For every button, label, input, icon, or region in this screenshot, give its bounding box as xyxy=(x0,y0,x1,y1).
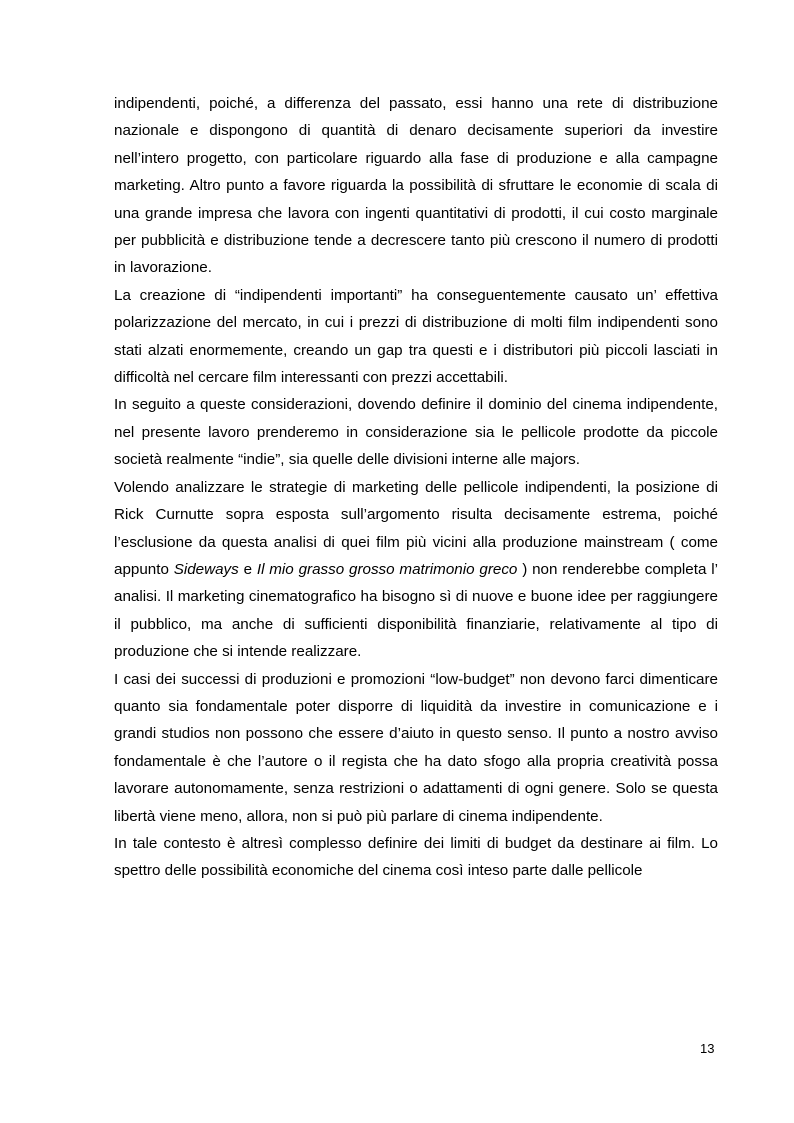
paragraph-text: ) non renderebbe completa l’ analisi. Il marketing cinematografico ha bisogno sì di nuove e buone idee per raggiungere il pubblico, ma anche di sufficienti disponibilità finanziarie, relativamente al tipo di produzione che si intende realizzare. xyxy=(114,560,718,661)
page-number: 13 xyxy=(700,1041,715,1056)
paragraph xyxy=(114,666,718,830)
paragraph-text: Volendo analizzare le strategie di marketing delle pellicole indipendenti, la posizione di Rick Curnutte sopra esposta sull’argomento risulta decisamente estrema, poiché l’esclusione da questa analisi di quei film più vicini alla produzione mainstream ( come appunto xyxy=(114,478,718,578)
paragraph-text: In tale contesto è altresì complesso definire dei limiti di budget da destinare ai film. Lo spettro delle possibilità economiche del cinema così inteso parte dalle pellicole xyxy=(114,834,718,880)
paragraph xyxy=(114,474,718,666)
paragraph xyxy=(114,90,718,282)
paragraph-text: I casi dei successi di produzioni e promozioni “low-budget” non devono farci dimenticare quanto sia fondamentale poter disporre di liquidità da investire in comunicazione e i grandi studios non possono che essere d’aiuto in questo senso. Il punto a nostro avviso fondamentale è che l’autore o il regista che ha dato sfogo alla propria creatività possa lavorare autonomamente, senza restrizioni o adattamenti di ogni genere. Solo se questa libertà viene meno, allora, non si può più parlare di cinema indipendente. xyxy=(114,670,718,825)
paragraph-text: In seguito a queste considerazioni, dovendo definire il dominio del cinema indipendente, nel presente lavoro prenderemo in considerazione sia le pellicole prodotte da piccole società realmente “indie”, sia quelle delle divisioni interne alle majors. xyxy=(114,396,718,469)
italic-title-text: Il mio grasso grosso matrimonio greco xyxy=(256,560,518,578)
paragraph-text: e xyxy=(238,560,257,578)
paragraph xyxy=(114,282,718,392)
italic-title-text: Sideways xyxy=(173,560,239,578)
paragraph xyxy=(114,830,718,885)
body-text xyxy=(114,90,718,885)
paragraph-text: La creazione di “indipendenti importanti” ha conseguentemente causato un’ effettiva polarizzazione del mercato, in cui i prezzi di distribuzione di molti film indipendenti sono stati alzati enormemente, creando un gap tra questi e i distributori più piccoli lasciati in difficoltà nel cercare film interessanti con prezzi accettabili. xyxy=(114,286,718,387)
paragraph-text: indipendenti, poiché, a differenza del passato, essi hanno una rete di distribuzione nazionale e dispongono di quantità di denaro decisamente superiori da investire nell’intero progetto, con particolare riguardo alla fase di produzione e alla campagne marketing. Altro punto a favore riguarda la possibilità di sfruttare le economie di scala di una grande impresa che lavora con ingenti quantitativi di prodotti, il cui costo marginale per pubblicità e distribuzione tende a decrescere tanto più crescono il numero di prodotti in lavorazione. xyxy=(114,95,718,277)
paragraph xyxy=(114,391,718,473)
